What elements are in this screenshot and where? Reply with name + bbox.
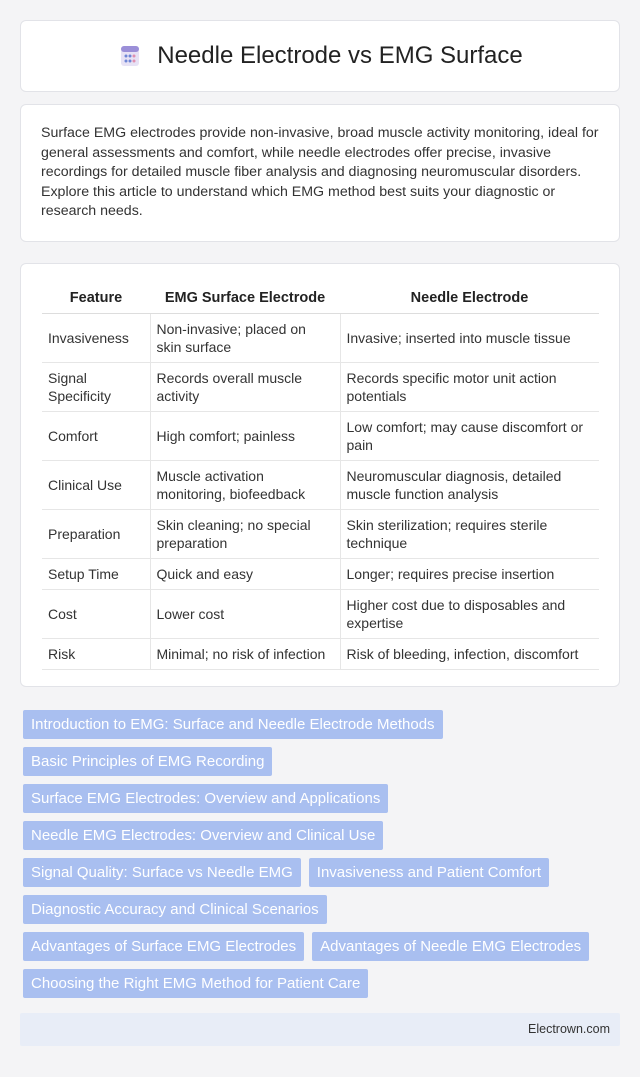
title-card [20, 20, 620, 92]
topic-tag-link[interactable]: Basic Principles of EMG Recording [23, 747, 272, 776]
tag-row [23, 969, 623, 998]
column-header: EMG Surface Electrode [150, 284, 340, 313]
table-header-row [42, 284, 599, 313]
topic-tag-link[interactable]: Introduction to EMG: Surface and Needle Electrode Methods [23, 710, 443, 739]
tag-row [23, 932, 623, 961]
table-cell: Risk [42, 638, 150, 669]
table-cell: Records specific motor unit action potentials [340, 362, 599, 411]
table-row [42, 589, 599, 638]
table-cell: Longer; requires precise insertion [340, 558, 599, 589]
column-header: Needle Electrode [340, 284, 599, 313]
page-title: Needle Electrode vs EMG Surface [157, 42, 523, 69]
tag-row [23, 747, 623, 776]
table-cell: High comfort; painless [150, 411, 340, 460]
tag-row [23, 895, 623, 924]
table-cell: Neuromuscular diagnosis, detailed muscle function analysis [340, 460, 599, 509]
table-cell: Low comfort; may cause discomfort or pain [340, 411, 599, 460]
table-row [42, 509, 599, 558]
table-cell: Clinical Use [42, 460, 150, 509]
footer [20, 1013, 620, 1046]
table-cell: Higher cost due to disposables and expertise [340, 589, 599, 638]
table-cell: Setup Time [42, 558, 150, 589]
table-cell: Records overall muscle activity [150, 362, 340, 411]
tag-row [23, 784, 623, 813]
table-row [42, 638, 599, 669]
topic-tags [23, 710, 623, 1006]
comparison-table [42, 284, 599, 670]
table-row [42, 558, 599, 589]
table-row [42, 313, 599, 362]
comparison-table-card [20, 263, 620, 687]
table-row [42, 411, 599, 460]
table-cell: Comfort [42, 411, 150, 460]
table-cell: Skin sterilization; requires sterile technique [340, 509, 599, 558]
intro-text: Surface EMG electrodes provide non-invasive, broad muscle activity monitoring, ideal for general assessments and comfort, while needle electrodes offer precise, invasive recordings for detailed muscle fiber analysis and diagnosing neuromuscular disorders. Explore this article to understand which EMG method best suits your diagnostic or research needs. [41, 125, 599, 220]
topic-tag-link[interactable]: Diagnostic Accuracy and Clinical Scenarios [23, 895, 327, 924]
intro-card [20, 104, 620, 242]
table-cell: Skin cleaning; no special preparation [150, 509, 340, 558]
topic-tag-link[interactable]: Choosing the Right EMG Method for Patient Care [23, 969, 368, 998]
tag-row [23, 821, 623, 850]
table-cell: Non-invasive; placed on skin surface [150, 313, 340, 362]
table-row [42, 460, 599, 509]
table-cell: Invasiveness [42, 313, 150, 362]
table-cell: Risk of bleeding, infection, discomfort [340, 638, 599, 669]
table-cell: Cost [42, 589, 150, 638]
table-row [42, 362, 599, 411]
table-cell: Minimal; no risk of infection [150, 638, 340, 669]
topic-tag-link[interactable]: Needle EMG Electrodes: Overview and Clinical Use [23, 821, 383, 850]
tag-row [23, 858, 623, 887]
table-cell: Signal Specificity [42, 362, 150, 411]
tag-row [23, 710, 623, 739]
table-cell: Quick and easy [150, 558, 340, 589]
calculator-icon [117, 43, 143, 69]
table-cell: Lower cost [150, 589, 340, 638]
column-header: Feature [42, 284, 150, 313]
topic-tag-link[interactable]: Advantages of Needle EMG Electrodes [312, 932, 589, 961]
topic-tag-link[interactable]: Signal Quality: Surface vs Needle EMG [23, 858, 301, 887]
table-cell: Invasive; inserted into muscle tissue [340, 313, 599, 362]
topic-tag-link[interactable]: Advantages of Surface EMG Electrodes [23, 932, 304, 961]
topic-tag-link[interactable]: Surface EMG Electrodes: Overview and Applications [23, 784, 388, 813]
table-cell: Muscle activation monitoring, biofeedback [150, 460, 340, 509]
footer-site-link[interactable]: Electrown.com [528, 1022, 610, 1036]
topic-tag-link[interactable]: Invasiveness and Patient Comfort [309, 858, 549, 887]
table-cell: Preparation [42, 509, 150, 558]
